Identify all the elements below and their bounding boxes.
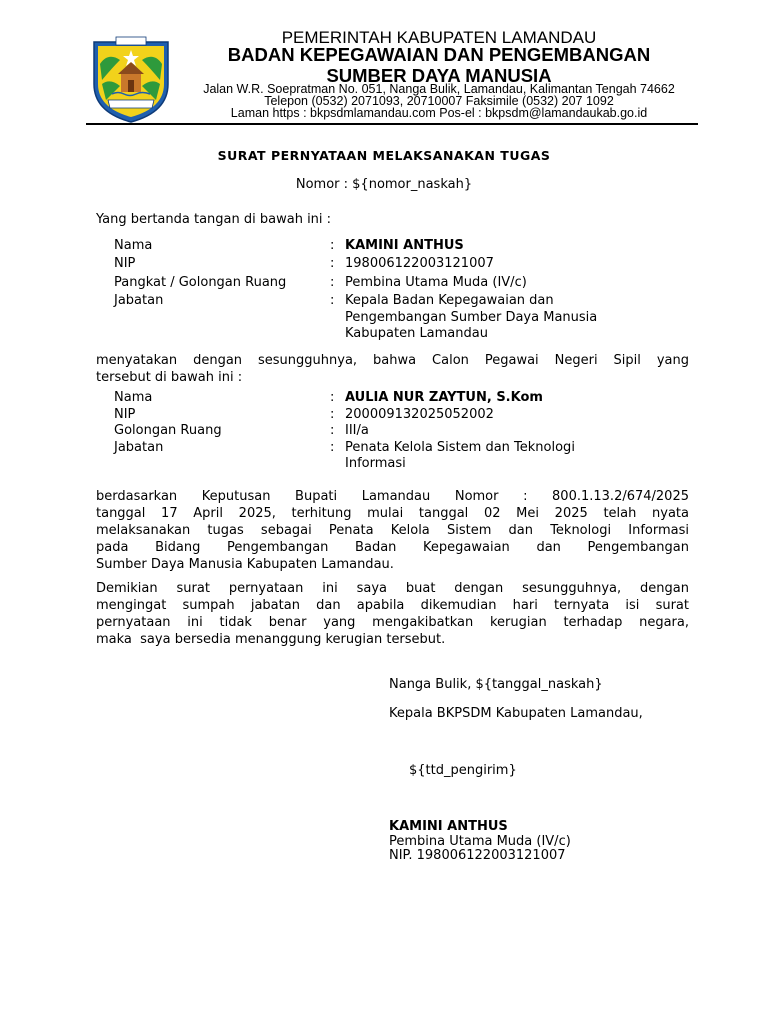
signature-place-date: Nanga Bulik, ${tanggal_naskah}: [389, 677, 603, 692]
basis-line: Sumber Daya Manusia Kabupaten Lamandau.: [96, 557, 394, 572]
signer-name: KAMINI ANTHUS: [389, 819, 508, 834]
field-value: KAMINI ANTHUS: [345, 238, 464, 253]
letterhead-agency-line2: SUMBER DAYA MANUSIA: [326, 65, 552, 86]
field-value: Pembina Utama Muda (IV/c): [345, 275, 527, 290]
closing-line: Demikian surat pernyataan ini saya buat dengan sesungguhnya, dengan: [96, 581, 689, 596]
field-value: 200009132025052002: [345, 407, 494, 422]
field-label: NIP: [114, 407, 136, 422]
field-value: Kepala Badan Kepegawaian dan: [345, 293, 554, 308]
letterhead-agency-line1: BADAN KEPEGAWAIAN DAN PENGEMBANGAN: [227, 44, 651, 65]
field-separator: :: [330, 390, 335, 405]
coat-of-arms-icon: [90, 34, 172, 124]
closing-line: maka saya bersedia menanggung kerugian tersebut.: [96, 632, 446, 647]
field-value: 198006122003121007: [345, 256, 494, 271]
signer-nip: NIP. 198006122003121007: [389, 848, 566, 863]
field-label: NIP: [114, 256, 136, 271]
intro-text: Yang bertanda tangan di bawah ini :: [96, 212, 332, 227]
signature-position: Kepala BKPSDM Kabupaten Lamandau,: [389, 706, 643, 721]
field-label: Jabatan: [114, 440, 164, 455]
field-separator: :: [330, 293, 335, 308]
basis-line: berdasarkan Keputusan Bupati Lamandau Nomor : 800.1.13.2/674/2025: [96, 489, 689, 504]
letterhead-government: PEMERINTAH KABUPATEN LAMANDAU: [281, 28, 597, 47]
letterhead-address: Jalan W.R. Soepratman No. 051, Nanga Bulik, Lamandau, Kalimantan Tengah 74662: [203, 82, 675, 96]
document-title: SURAT PERNYATAAN MELAKSANAKAN TUGAS: [217, 148, 551, 163]
field-separator: :: [330, 440, 335, 455]
basis-line: pada Bidang Pengembangan Badan Kepegawaian dan Pengembangan: [96, 540, 689, 555]
closing-line: pernyataan ini tidak benar yang mengakibatkan kerugian terhadap negara,: [96, 615, 689, 630]
basis-line: melaksanakan tugas sebagai Penata Kelola Sistem dan Teknologi Informasi: [96, 523, 689, 538]
field-value: Kabupaten Lamandau: [345, 326, 488, 341]
statement-text: tersebut di bawah ini :: [96, 370, 243, 385]
basis-line: tanggal 17 April 2025, terhitung mulai tanggal 02 Mei 2025 telah nyata: [96, 506, 689, 521]
field-label: Jabatan: [114, 293, 164, 308]
field-value: III/a: [345, 423, 369, 438]
field-value: AULIA NUR ZAYTUN, S.Kom: [345, 390, 543, 405]
letterhead-divider: [86, 123, 698, 125]
document-number: Nomor : ${nomor_naskah}: [295, 177, 473, 192]
statement-text: menyatakan dengan sesungguhnya, bahwa Calon Pegawai Negeri Sipil yang: [96, 353, 689, 368]
lamandau-regency-logo: [90, 34, 172, 124]
field-separator: :: [330, 407, 335, 422]
field-label: Nama: [114, 238, 153, 253]
letterhead-web-email: Laman https : bkpsdmlamandau.com Pos-el : bkpsdm@lamandaukab.go.id: [230, 106, 648, 120]
field-label: Golongan Ruang: [114, 423, 222, 438]
field-value: Informasi: [345, 456, 406, 471]
field-separator: :: [330, 423, 335, 438]
closing-line: mengingat sumpah jabatan dan apabila dikemudian hari ternyata isi surat: [96, 598, 689, 613]
field-separator: :: [330, 238, 335, 253]
field-label: Nama: [114, 390, 153, 405]
letterhead-phone: Telepon (0532) 2071093, 20710007 Faksimile (0532) 207 1092: [264, 94, 614, 108]
field-separator: :: [330, 256, 335, 271]
field-separator: :: [330, 275, 335, 290]
field-label: Pangkat / Golongan Ruang: [114, 275, 287, 290]
signature-placeholder: ${ttd_pengirim}: [409, 763, 517, 778]
signer-rank: Pembina Utama Muda (IV/c): [389, 834, 571, 849]
field-value: Penata Kelola Sistem dan Teknologi: [345, 440, 575, 455]
field-value: Pengembangan Sumber Daya Manusia: [345, 310, 598, 325]
